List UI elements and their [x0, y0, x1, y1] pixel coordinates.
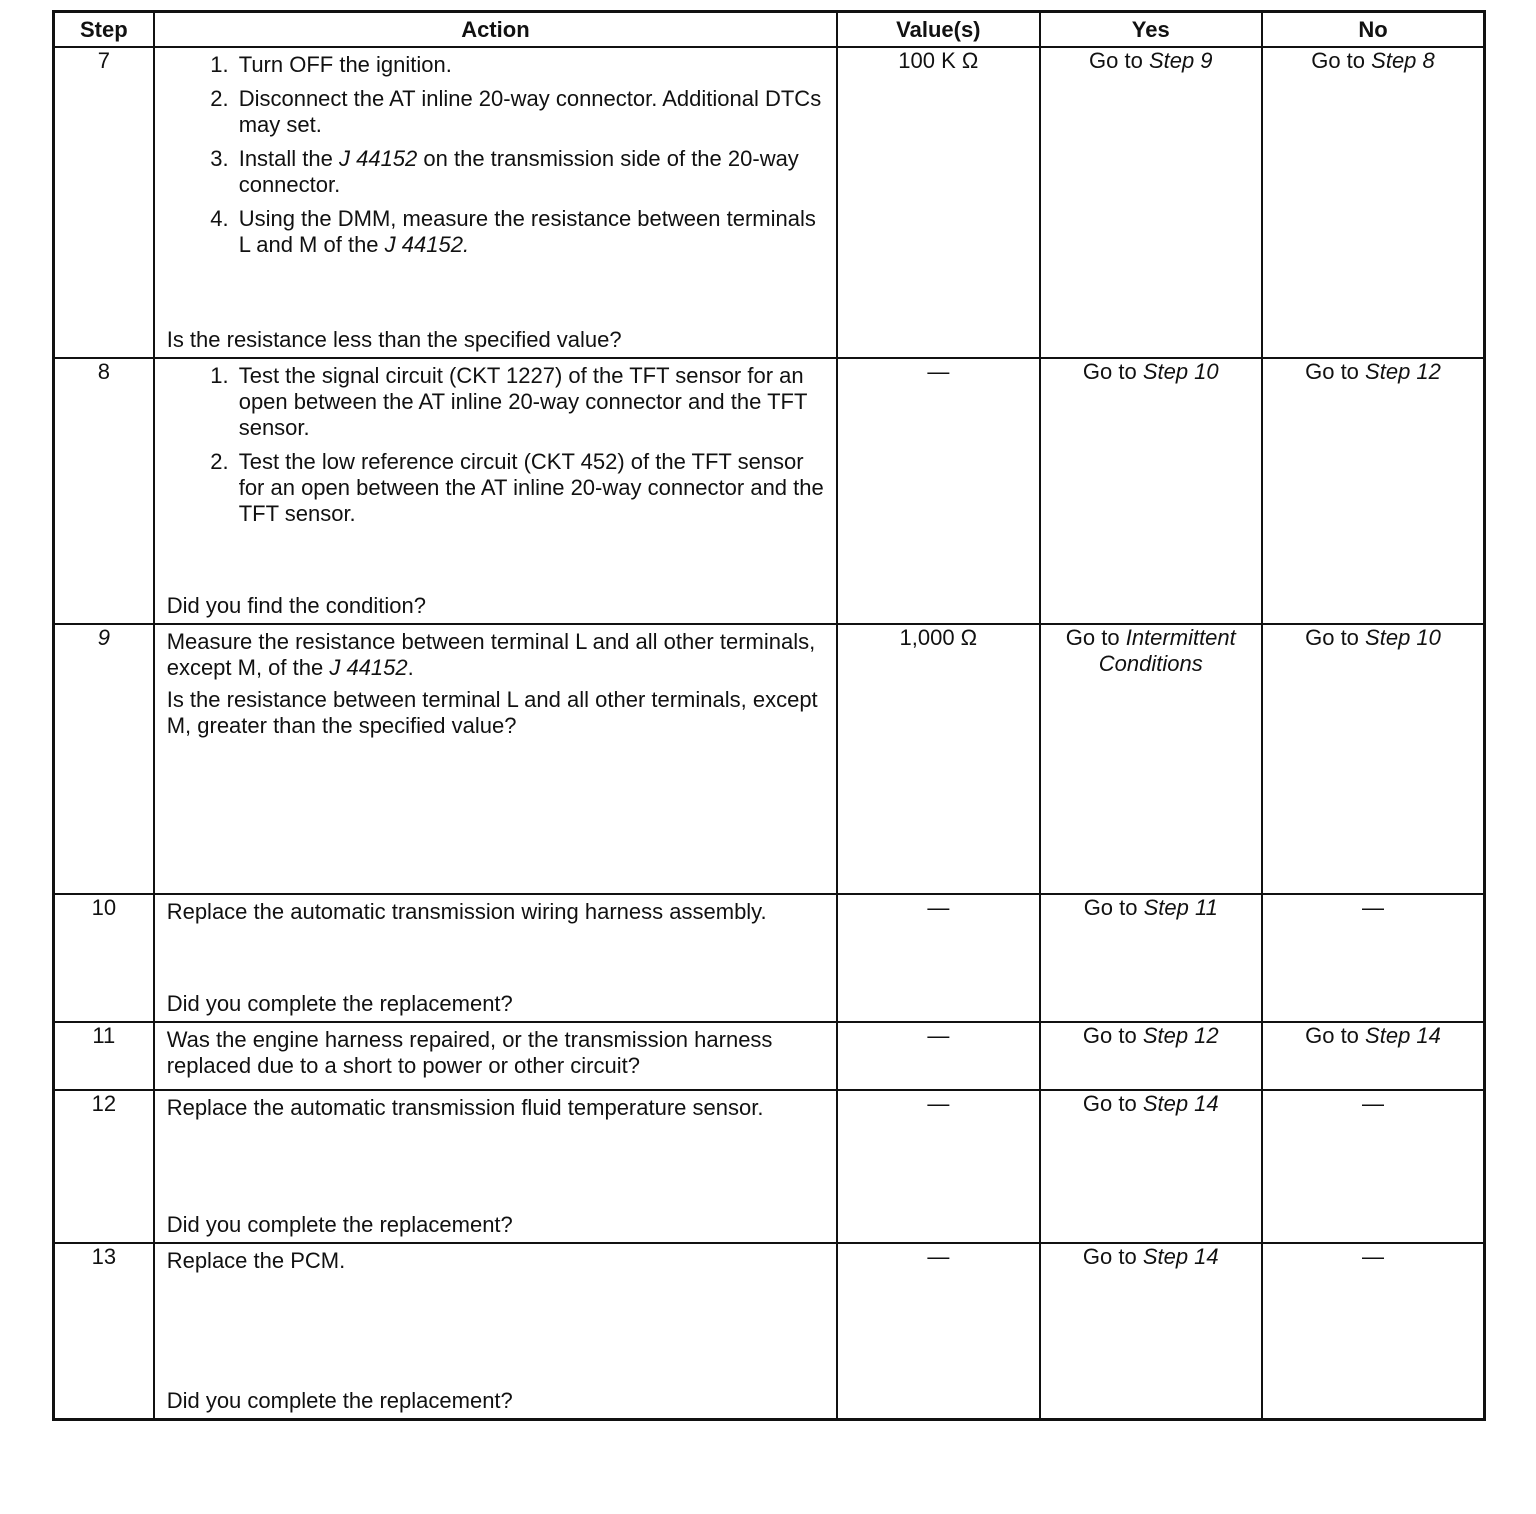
header-no: No: [1262, 12, 1485, 48]
table-row: [54, 894, 1485, 1022]
yes-cell: Go to Step 9: [1040, 47, 1262, 358]
step-number: 7: [54, 47, 154, 358]
header-action: Action: [154, 12, 837, 48]
yes-cell: Go to Intermittent Conditions: [1040, 624, 1262, 894]
list-item: 2. Disconnect the AT inline 20-way connector. Additional DTCs may set.: [235, 86, 824, 138]
question-text: Did you find the condition?: [166, 593, 426, 618]
action-cell: [154, 358, 837, 624]
value-cell: 1,000 Ω: [837, 624, 1039, 894]
value-cell: —: [837, 1022, 1039, 1090]
table-row: [54, 358, 1485, 624]
question-text: Is the resistance between terminal L and all other terminals, except M, greater than the specified value?: [166, 687, 818, 738]
no-cell: Go to Step 14: [1262, 1022, 1485, 1090]
no-cell: Go to Step 10: [1262, 624, 1485, 894]
step-link: Step 10: [1365, 625, 1441, 650]
action-cell: [154, 1243, 837, 1420]
header-yes: Yes: [1040, 12, 1262, 48]
no-cell: —: [1262, 1090, 1485, 1243]
step-link: Step 14: [1142, 1244, 1219, 1269]
value-cell: —: [837, 1090, 1039, 1243]
no-cell: —: [1262, 1243, 1485, 1420]
list-item: 4. Using the DMM, measure the resistance between terminals L and M of the J 44152.: [235, 206, 824, 258]
list-item: 1. Turn OFF the ignition.: [235, 52, 824, 78]
step-link: Step 12: [1142, 1023, 1219, 1048]
action-steps: [167, 52, 824, 258]
list-item: 1. Test the signal circuit (CKT 1227) of the TFT sensor for an open between the AT inline 20-way connector and the TFT sensor.: [235, 363, 824, 441]
step-number: 13: [54, 1243, 154, 1420]
action-cell: [154, 47, 837, 358]
value-cell: —: [837, 894, 1039, 1022]
question-text: Did you complete the replacement?: [166, 1212, 513, 1237]
action-cell: [154, 894, 837, 1022]
header-values: Value(s): [837, 12, 1039, 48]
question-text: Is the resistance less than the specified value?: [166, 327, 622, 352]
table-row: [54, 624, 1485, 894]
step-number: 8: [54, 358, 154, 624]
table-row: [54, 1090, 1485, 1243]
header-row: [54, 12, 1485, 48]
no-cell: —: [1262, 894, 1485, 1022]
step-link: Step 14: [1142, 1091, 1219, 1116]
question-text: Did you complete the replacement?: [166, 991, 513, 1016]
yes-cell: Go to Step 10: [1040, 358, 1262, 624]
action-cell: [154, 1090, 837, 1243]
step-link: Step 9: [1148, 48, 1213, 73]
table-row: [54, 47, 1485, 358]
step-link: Step 14: [1365, 1023, 1441, 1048]
table-row: [54, 1243, 1485, 1420]
tool-reference: J 44152: [329, 655, 408, 680]
question-text: Did you complete the replacement?: [166, 1388, 513, 1413]
step-link: Step 11: [1143, 895, 1218, 920]
list-item: 3. Install the J 44152 on the transmission side of the 20-way connector.: [235, 146, 824, 198]
value-cell: 100 K Ω: [837, 47, 1039, 358]
no-cell: Go to Step 8: [1262, 47, 1485, 358]
step-number: 12: [54, 1090, 154, 1243]
tool-reference: J 44152.: [384, 232, 470, 257]
tool-reference: J 44152: [338, 146, 418, 171]
action-cell: [154, 1022, 837, 1090]
step-number: 9: [54, 624, 154, 894]
step-number: 11: [54, 1022, 154, 1090]
yes-cell: Go to Step 11: [1040, 894, 1262, 1022]
step-link: Step 8: [1371, 48, 1435, 73]
action-cell: [154, 624, 837, 894]
step-number: 10: [54, 894, 154, 1022]
header-step: Step: [54, 12, 154, 48]
diagnostic-table: [52, 10, 1486, 1421]
yes-cell: Go to Step 12: [1040, 1022, 1262, 1090]
instruction-text: Measure the resistance between terminal L and all other terminals, except M, of the J 44152.: [166, 629, 816, 680]
step-link: Step 12: [1365, 359, 1441, 384]
table-row: [54, 1022, 1485, 1090]
action-steps: [167, 363, 824, 527]
value-cell: —: [837, 358, 1039, 624]
yes-cell: Go to Step 14: [1040, 1090, 1262, 1243]
instruction-text: Replace the PCM.: [166, 1248, 346, 1273]
step-link: Intermittent Conditions: [1098, 625, 1236, 676]
value-cell: —: [837, 1243, 1039, 1420]
yes-cell: Go to Step 14: [1040, 1243, 1262, 1420]
step-link: Step 10: [1142, 359, 1219, 384]
question-text: Was the engine harness repaired, or the transmission harness replaced due to a short to power or other circuit?: [166, 1027, 773, 1078]
no-cell: Go to Step 12: [1262, 358, 1485, 624]
list-item: 2. Test the low reference circuit (CKT 452) of the TFT sensor for an open between the AT inline 20-way connector and the TFT sensor.: [235, 449, 824, 527]
instruction-text: Replace the automatic transmission wiring harness assembly.: [166, 899, 767, 924]
instruction-text: Replace the automatic transmission fluid temperature sensor.: [166, 1095, 764, 1120]
